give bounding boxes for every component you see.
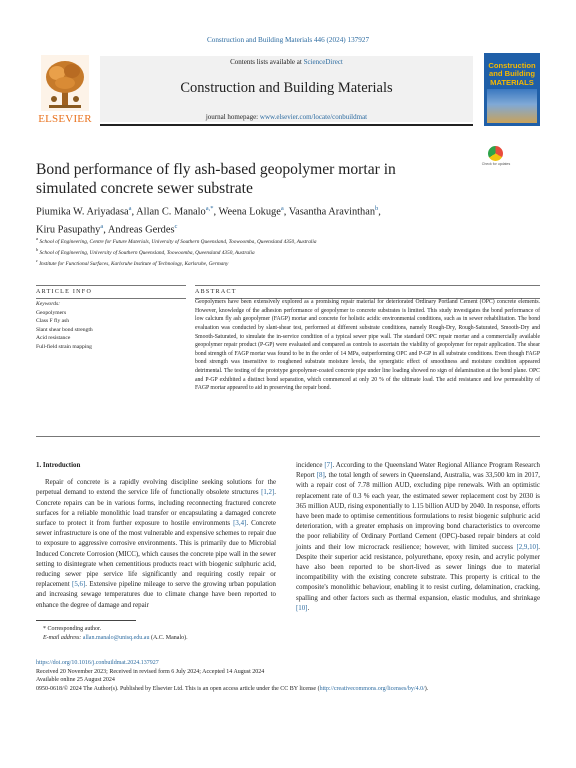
body-text: . Extensive pipeline mileage to serve the growing urban population and increasing sewage temperatures due to climate change have been reported to enhance the degree of damage and repair bbox=[36, 581, 276, 609]
email-suffix: (A.C. Manalo). bbox=[149, 634, 188, 641]
footnotes bbox=[36, 625, 540, 642]
affiliation-mark: a bbox=[36, 236, 39, 241]
email-link[interactable]: allan.manalo@unisq.edu.au bbox=[82, 634, 150, 641]
author-name[interactable]: Andreas Gerdes bbox=[107, 224, 175, 236]
contents-prefix: Contents lists available at bbox=[230, 58, 304, 66]
affiliation-marker[interactable]: c bbox=[174, 223, 178, 231]
affiliation-marker[interactable]: a bbox=[128, 205, 132, 212]
journal-masthead bbox=[36, 53, 540, 126]
citation-link[interactable]: [5,6] bbox=[72, 581, 86, 589]
author-separator: , bbox=[131, 206, 137, 218]
affiliation-mark: b bbox=[36, 246, 39, 252]
journal-homepage bbox=[100, 113, 473, 121]
article-info-heading: ARTICLE INFO bbox=[36, 289, 93, 295]
citation-link[interactable]: [7] bbox=[324, 462, 333, 469]
affiliation-marker[interactable]: a bbox=[280, 205, 284, 212]
elsevier-tree-icon bbox=[41, 55, 89, 111]
citation-link[interactable]: [2,9,10] bbox=[516, 543, 539, 551]
affiliation-text: School of Engineering, Centre for Future Materials, University of Southern Queensland, Toowoomba, Queensland 4350, Australia bbox=[39, 238, 317, 245]
section-heading-introduction: 1. Introduction bbox=[36, 462, 81, 469]
citation-link[interactable]: [3,4] bbox=[233, 520, 247, 528]
keywords-block bbox=[36, 300, 186, 352]
author-separator: , bbox=[378, 206, 381, 218]
keyword: Class F fly ash bbox=[36, 318, 70, 325]
cover-image bbox=[487, 89, 537, 123]
affiliation-line bbox=[36, 246, 456, 257]
check-for-updates-icon bbox=[488, 146, 503, 161]
keyword: Slant shear bond strength bbox=[36, 326, 93, 333]
body-text: . Concrete sewer infrastructure is one of the most vulnerable and expensive schemes to repair due to exposure to aggressive corrosive environments. This is primarily due to Microbial Induced Concrete Corrosion (MICC), which causes the concrete pipe wall in the sewer setting to disintegrate when cementitious products react with biogenic sulphuric acid, reducing sewer pipe service life significantly and requiring costly repair or replacement bbox=[36, 520, 276, 589]
running-head[interactable]: Construction and Building Materials 446 (2024) 137927 bbox=[206, 36, 370, 44]
paragraph bbox=[296, 461, 540, 614]
masthead-rule bbox=[100, 124, 473, 126]
body-text: incidence bbox=[296, 462, 325, 469]
abstract-heading: ABSTRACT bbox=[195, 289, 237, 295]
keywords-heading: Keywords: bbox=[36, 301, 61, 307]
contents-line bbox=[100, 58, 473, 66]
email-note bbox=[36, 634, 540, 643]
author-list bbox=[36, 201, 456, 238]
elsevier-logo[interactable] bbox=[36, 53, 94, 126]
received-dates: Received 20 November 2023; Received in revised form 6 July 2024; Accepted 14 August 2024 bbox=[36, 668, 265, 675]
check-for-updates-label: Check for updates bbox=[481, 162, 511, 166]
elsevier-wordmark: ELSEVIER bbox=[38, 113, 92, 125]
author-name[interactable]: Weena Lokuge bbox=[218, 206, 281, 218]
affiliation-text: Institute for Functional Surfaces, Karlsruhe Institute of Technology, Karlsruhe, Germany bbox=[39, 260, 229, 267]
paragraph bbox=[36, 478, 276, 611]
license-prefix: 0950-0618/© 2024 The Author(s). Published by Elsevier Ltd. This is an open access article under the CC BY license ( bbox=[36, 685, 320, 692]
affiliation-line bbox=[36, 235, 456, 246]
keyword: Full-field strain mapping bbox=[36, 343, 92, 350]
author-name[interactable]: Allan C. Manalo bbox=[136, 206, 206, 218]
author-name[interactable]: Kiru Pasupathy bbox=[36, 224, 101, 236]
check-for-updates-badge[interactable] bbox=[481, 146, 511, 172]
journal-cover[interactable] bbox=[484, 53, 540, 126]
citation-link[interactable]: [10] bbox=[296, 604, 308, 612]
body-column-left bbox=[36, 461, 276, 611]
author-separator: , bbox=[103, 224, 108, 236]
divider bbox=[36, 298, 186, 299]
sciencedirect-link[interactable]: ScienceDirect bbox=[303, 58, 343, 66]
author-separator: , bbox=[213, 206, 219, 218]
affiliations bbox=[36, 235, 456, 268]
footnote-rule bbox=[36, 620, 136, 621]
author-name[interactable]: Vasantha Aravinthan bbox=[288, 206, 376, 218]
online-date: Available online 25 August 2024 bbox=[36, 677, 115, 683]
divider bbox=[195, 285, 540, 286]
doi-link[interactable]: https://doi.org/10.1016/j.conbuildmat.2024.137927 bbox=[36, 660, 159, 666]
abstract-text: Geopolymers have been extensively explored as a promising repair material for deteriorated Ordinary Portland Cement (OPC) concrete elements. However, knowledge of the adhesion performance of geopolymer to concrete substrates is limited. This study investigates the bond performance of low calcium fly ash geopolymer (FAGP) mortar and concrete for holistic acidic environmental conditions, such as in sewer rehabilitation. The bond evaluation was conducted by slant-shear test, performed at different substrate conditions, namely Rough-Dry, Rough-Saturated, Smooth-Dry and Smooth-Saturated, to simulate the in-service condition of a typical sewer pipe wall. The standard OPC repair mortar and a commercially available geopolymer repair product (P-GP) were evaluated and compared as controls to ascertain the viability of geopolymer for repair application. The shear bond strength of FAGP mortar was found to be in the order of 14 MPa, outperforming OPC and P-GP in all substrate conditions. Even though FAGP bond strength was insensitive to roughened substrate moisture levels, the synergistic effect of smoothness and moisture condition appeared detrimental. The testing of the prototype geopolymer-coated concrete pipe under line loading showed no sign of delamination at the bond plane. OPC and P-GP exhibited a distinct bond separation, which commenced at only 20 % of the ultimate load. The acid resistance and low permeability of FAGP mortar appeared to aid in preserving the repair bond. bbox=[195, 299, 540, 392]
citation-link[interactable]: [1,2] bbox=[261, 489, 275, 497]
affiliation-marker[interactable]: a,* bbox=[205, 205, 214, 212]
author-name[interactable]: Piumika W. Ariyadasa bbox=[36, 206, 129, 218]
body-text: , the total length of sewers in Queensland, Australia, was 33,500 km in 2017, with a repair cost of 7.78 million AUD, excluding pipe renewals. With an optimistic replacement rate of 0.3 % each year, the estimated sewer replacement cost by 2030 is 365 million AUD, rising exponentially to 1.15 billion AUD by 2040. In response, efforts have been made to optimise cementitious formulations to resist biogenic sulphuric acid deterioration, with a greater emphasis on improving bond characteristics to overcome the poor reliability of Ordinary Portland Cement (OPC)-based repair binders at cold joints and their low microcrack resilience; however, with limited success bbox=[296, 472, 540, 551]
keyword-list bbox=[36, 309, 186, 352]
divider bbox=[36, 436, 540, 437]
body-text: Repair of concrete is a rapidly evolving discipline seeking solutions for the perpetual demand to extend the service life of functionally obsolete structures bbox=[36, 479, 276, 497]
body-text: . According to the Queensland Water Regional Alliance Program Research Report bbox=[296, 462, 540, 480]
license-link[interactable]: http://creativecommons.org/licenses/by/4.0/ bbox=[319, 685, 425, 692]
masthead-band bbox=[100, 56, 473, 122]
homepage-prefix: journal homepage: bbox=[205, 113, 260, 121]
body-text: . Despite their superior acid resistance, polyurethane, epoxy resin, and acrylic polymer have also been reported to be short-lived as sewer linings due to material incompatibility with the existing concrete substrate. This property is critical to the composite's monolithic behaviour, enabling it to resist curling, delamination, cracking, spalling and other factors such as thermal expansion, elastic modulus, and shrinkage bbox=[296, 543, 540, 602]
affiliation-marker[interactable]: b bbox=[375, 205, 379, 212]
affiliation-line bbox=[36, 257, 456, 268]
license-suffix: ). bbox=[424, 685, 429, 692]
journal-title[interactable]: Construction and Building Materials bbox=[180, 80, 393, 96]
body-text: . bbox=[307, 604, 310, 612]
article-footer bbox=[36, 659, 540, 693]
keyword: Acid resistance bbox=[36, 335, 71, 342]
article-title: Bond performance of fly ash-based geopolymer mortar in simulated concrete sewer substrate bbox=[36, 161, 396, 197]
cover-title: Construction and Building MATERIALS bbox=[488, 61, 536, 87]
divider bbox=[36, 285, 186, 286]
keyword: Geopolymers bbox=[36, 309, 67, 316]
affiliation-mark: c bbox=[36, 257, 38, 263]
email-label: E-mail address: bbox=[43, 634, 83, 641]
corresponding-author-note: * Corresponding author. bbox=[43, 626, 102, 632]
license-line bbox=[36, 685, 540, 694]
right-paragraphs bbox=[296, 461, 540, 614]
homepage-link[interactable]: www.elsevier.com/locate/conbuildmat bbox=[259, 113, 368, 121]
left-paragraphs bbox=[36, 478, 276, 611]
author-separator: , bbox=[283, 206, 289, 218]
body-text: . Concrete repairs can be in various forms, including reconnecting fractured concrete surfaces for a reliable monolithic load transfer or encapsulating a damaged concrete surface to protect it from further exposure to hostile environments bbox=[36, 489, 276, 528]
citation-link[interactable]: [8] bbox=[316, 472, 325, 480]
affiliation-text: School of Engineering, University of Southern Queensland, Toowoomba, Queensland 4350, Australia bbox=[39, 249, 255, 256]
affiliation-marker[interactable]: a bbox=[100, 223, 104, 231]
body-column-right bbox=[296, 461, 540, 614]
